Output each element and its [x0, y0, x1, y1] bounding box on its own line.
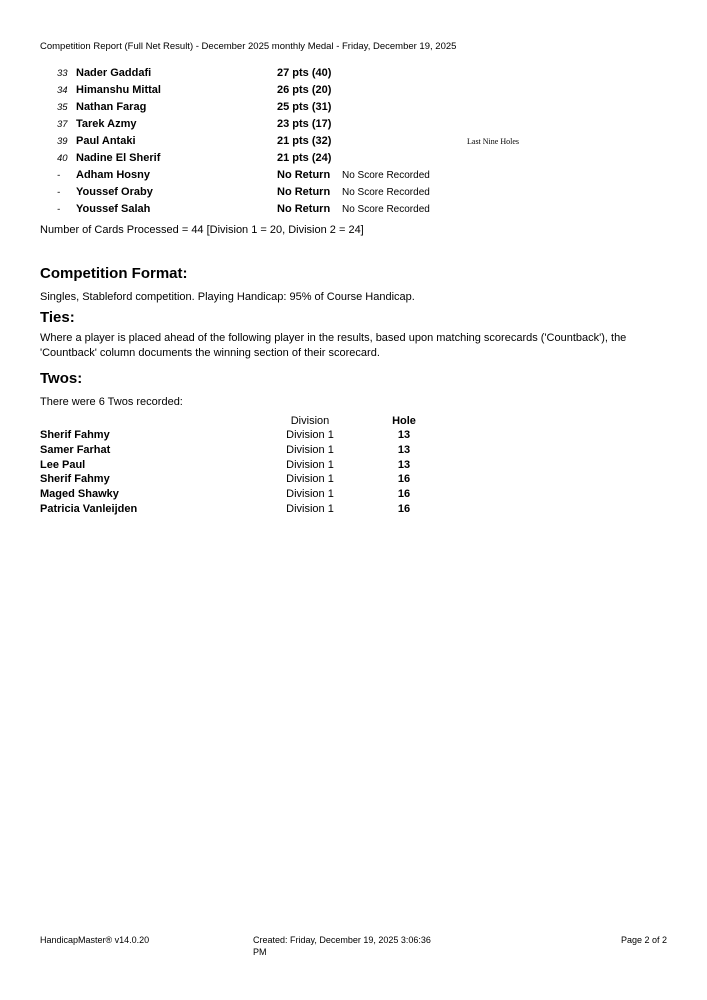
- footer-created-timestamp: Created: Friday, December 19, 2025 3:06:36 PM: [253, 935, 431, 957]
- result-score: No Return: [277, 168, 331, 181]
- countback-note: Last Nine Holes: [467, 136, 519, 146]
- twos-player-name: Maged Shawky: [40, 487, 119, 500]
- result-row: [0, 184, 707, 201]
- result-score: 25 pts (31): [277, 100, 332, 113]
- twos-row: [0, 428, 707, 443]
- result-position: 40: [57, 152, 68, 164]
- twos-division: Division 1: [286, 429, 334, 442]
- result-score: 26 pts (20): [277, 83, 332, 96]
- player-name: Nadine El Sherif: [76, 151, 161, 164]
- twos-player-name: Patricia Vanleijden: [40, 502, 138, 515]
- result-row: [0, 116, 707, 133]
- result-score: No Return: [277, 185, 331, 198]
- result-row: [0, 82, 707, 99]
- result-score: 27 pts (40): [277, 66, 332, 79]
- report-title: Competition Report (Full Net Result) - December 2025 monthly Medal - Friday, December 19, 2025: [40, 41, 457, 52]
- result-position: 37: [57, 118, 68, 130]
- twos-hole: 13: [397, 443, 411, 456]
- twos-header-row: [0, 414, 707, 429]
- twos-row: [0, 502, 707, 517]
- twos-row: [0, 472, 707, 487]
- player-name: Nader Gaddafi: [76, 66, 152, 79]
- player-name: Tarek Azmy: [76, 117, 137, 130]
- competition-format-heading: Competition Format:: [40, 265, 188, 282]
- result-position: -: [57, 203, 61, 215]
- player-name: Youssef Oraby: [76, 185, 153, 198]
- twos-hole: 13: [397, 458, 411, 471]
- result-score: 21 pts (32): [277, 134, 332, 147]
- result-score: No Return: [277, 202, 331, 215]
- twos-division: Division 1: [286, 473, 334, 486]
- result-row: [0, 201, 707, 218]
- result-position: -: [57, 169, 61, 181]
- twos-hole: 16: [397, 473, 411, 486]
- ties-body: Where a player is placed ahead of the following player in the results, based upon matching scorecards ('Countback'), the 'Countback' column documents the winning section of their scorecard.: [40, 332, 627, 359]
- result-note: No Score Recorded: [342, 186, 430, 198]
- player-name: Himanshu Mittal: [76, 83, 161, 96]
- footer-page-number: Page 2 of 2: [620, 935, 667, 945]
- twos-division-column-header: Division: [290, 414, 330, 427]
- twos-division: Division 1: [286, 458, 334, 471]
- twos-player-name: Samer Farhat: [40, 443, 111, 456]
- twos-player-name: Sherif Fahmy: [40, 429, 110, 442]
- result-note: No Score Recorded: [342, 203, 430, 215]
- ties-heading: Ties:: [40, 309, 75, 326]
- competition-format-body: Singles, Stableford competition. Playing Handicap: 95% of Course Handicap.: [40, 291, 415, 303]
- twos-hole-column-header: Hole: [392, 414, 416, 427]
- twos-intro: There were 6 Twos recorded:: [40, 396, 183, 408]
- player-name: Nathan Farag: [76, 100, 147, 113]
- result-score: 21 pts (24): [277, 151, 332, 164]
- twos-division: Division 1: [286, 487, 334, 500]
- result-position: 33: [57, 67, 68, 79]
- player-name: Paul Antaki: [76, 134, 136, 147]
- twos-player-name: Lee Paul: [40, 458, 86, 471]
- twos-hole: 16: [397, 502, 411, 515]
- twos-division: Division 1: [286, 443, 334, 456]
- cards-processed-summary: Number of Cards Processed = 44 [Division 1 = 20, Division 2 = 24]: [40, 224, 364, 236]
- result-position: -: [57, 186, 61, 198]
- result-row: [0, 65, 707, 82]
- twos-row: [0, 458, 707, 473]
- result-position: 34: [57, 84, 68, 96]
- player-name: Adham Hosny: [76, 168, 150, 181]
- twos-row: [0, 487, 707, 502]
- result-row: [0, 133, 707, 150]
- result-row: [0, 167, 707, 184]
- twos-row: [0, 443, 707, 458]
- result-row: [0, 99, 707, 116]
- result-position: 35: [57, 101, 68, 113]
- result-position: 39: [57, 135, 68, 147]
- twos-player-name: Sherif Fahmy: [40, 473, 110, 486]
- result-row: [0, 150, 707, 167]
- twos-hole: 16: [397, 487, 411, 500]
- results-list: [0, 65, 707, 218]
- twos-hole: 13: [397, 429, 411, 442]
- player-name: Youssef Salah: [76, 202, 151, 215]
- result-score: 23 pts (17): [277, 117, 332, 130]
- twos-division: Division 1: [286, 502, 334, 515]
- twos-heading: Twos:: [40, 370, 83, 387]
- twos-table: [0, 414, 707, 517]
- result-note: No Score Recorded: [342, 169, 430, 181]
- footer-app-version: HandicapMaster® v14.0.20: [40, 935, 150, 945]
